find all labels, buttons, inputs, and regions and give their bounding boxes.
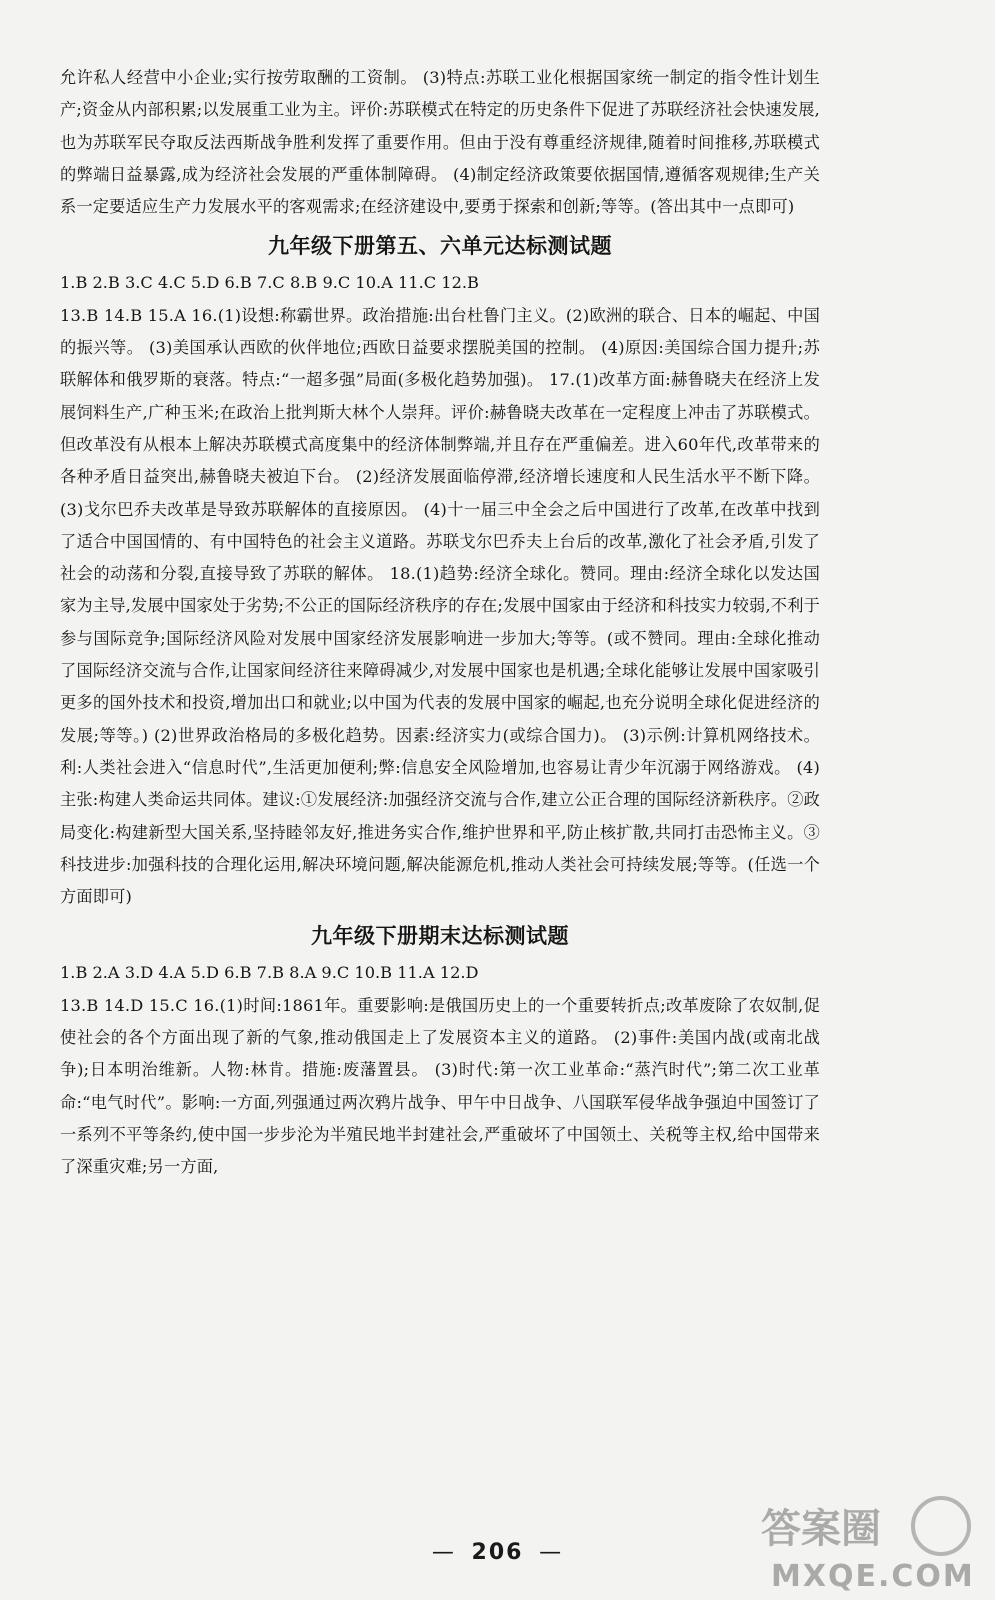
section-title-final-exam: 九年级下册期末达标测试题 (311, 924, 569, 949)
footer-dash-left: — (431, 1540, 456, 1565)
answer-body-unit-5-6: 13.B 14.B 15.A 16.(1)设想:称霸世界。政治措施:出台杜鲁门主义。(2)欧洲的联合、日本的崛起、中国的振兴等。 (3)美国承认西欧的伙伴地位;西欧日益要求摆脱美国的控制。 (4)原因:美国综合国力提升;苏联解体和俄罗斯的衰落。特点:“一超多强”局面(多极化趋势加强)。 17.(1)改革方面:赫鲁晓夫在经济上发展饲料生产,广种玉米;在政治上批判斯大林个人崇拜。评价:赫鲁晓夫改革在一定程度上冲击了苏联模式。但改革没有从根本上解决苏联模式高度集中的经济体制弊端,并且存在严重偏差。进入60年代,改革带来的各种矛盾日益突出,赫鲁晓夫被迫下台。 (2)经济发展面临停滞,经济增长速度和人民生活水平不断下降。 (3)戈尔巴乔夫改革是导致苏联解体的直接原因。 (4)十一届三中全会之后中国进行了改革,在改革中找到了适合中国国情的、有中国特色的社会主义道路。苏联戈尔巴乔夫上台后的改革,激化了社会矛盾,引发了社会的动荡和分裂,直接导致了苏联的解体。 18.(1)趋势:经济全球化。赞同。理由:经济全球化以发达国家为主导,发展中国家处于劣势;不公正的国际经济秩序的存在;发展中国家由于经济和科技实力较弱,不利于参与国际竞争;国际经济风险对发展中国家经济发展影响进一步加大;等等。(或不赞同。理由:全球化推动了国际经济交流与合作,让国家间经济往来障碍减少,对发展中国家也是机遇;全球化能够让发展中国家吸引更多的国外技术和投资,增加出口和就业;以中国为代表的发展中国家的崛起,也充分说明全球化促进经济的发展;等等。) (2)世界政治格局的多极化趋势。因素:经济实力(或综合国力)。 (3)示例:计算机网络技术。利:人类社会进入“信息时代”,生活更加便利;弊:信息安全风险增加,也容易让青少年沉溺于网络游戏。 (4)主张:构建人类命运共同体。建议:①发展经济:加强经济交流与合作,建立公正合理的国际经济新秩序。②政局变化:构建新型大国关系,坚持睦邻友好,推进务实合作,维护世界和平,防止核扩散,共同打击恐怖主义。③科技进步:加强科技的合理化运用,解决环境问题,解决能源危机,推动人类社会可持续发展;等等。(任选一个方面即可) (60, 305, 820, 907)
answer-key-line-unit-5-6: 1.B 2.B 3.C 4.C 5.D 6.B 7.C 8.B 9.C 10.A 11.C 12.B (60, 273, 479, 293)
page-content (60, 62, 820, 1184)
answer-body-final-exam: 13.B 14.D 15.C 16.(1)时间:1861年。重要影响:是俄国历史上的一个重要转折点;改革废除了农奴制,促使社会的各个方面出现了新的气象,推动俄国走上了发展资本主义的道路。 (2)事件:美国内战(或南北战争);日本明治维新。人物:林肯。措施:废藩置县。 (3)时代:第一次工业革命:“蒸汽时代”;第二次工业革命:“电气时代”。影响:一方面,列强通过两次鸦片战争、甲午中日战争、八国联军侵华战争强迫中国签订了一系列不平等条约,使中国一步步沦为半殖民地半封建社会,严重破坏了中国领土、关税等主权,给中国带来了深重灾难;另一方面, (60, 995, 820, 1177)
footer-dash-right: — (539, 1540, 564, 1565)
watermark-logo-text: 答案圈 (761, 1506, 881, 1552)
page-number: 206 (471, 1540, 524, 1565)
intro-paragraph: 允许私人经营中小企业;实行按劳取酬的工资制。 (3)特点:苏联工业化根据国家统一制定的指令性计划生产;资金从内部积累;以发展重工业为主。评价:苏联模式在特定的历史条件下促进了苏联经济社会快速发展,也为苏联军民夺取反法西斯战争胜利发挥了重要作用。但由于没有尊重经济规律,随着时间推移,苏联模式的弊端日益暴露,成为经济社会发展的严重体制障碍。 (4)制定经济政策要依据国情,遵循客观规律;生产关系一定要适应生产力发展水平的客观需求;在经济建设中,要勇于探索和创新;等等。(答出其中一点即可) (60, 68, 820, 217)
watermark-url: MXQE.COM (771, 1559, 975, 1594)
watermark-logo (741, 1490, 981, 1595)
section-title-unit-5-6: 九年级下册第五、六单元达标测试题 (268, 234, 612, 259)
watermark-icon (741, 1490, 981, 1595)
answer-key-line-final-exam: 1.B 2.A 3.D 4.A 5.D 6.B 7.B 8.A 9.C 10.B 11.A 12.D (60, 963, 479, 983)
